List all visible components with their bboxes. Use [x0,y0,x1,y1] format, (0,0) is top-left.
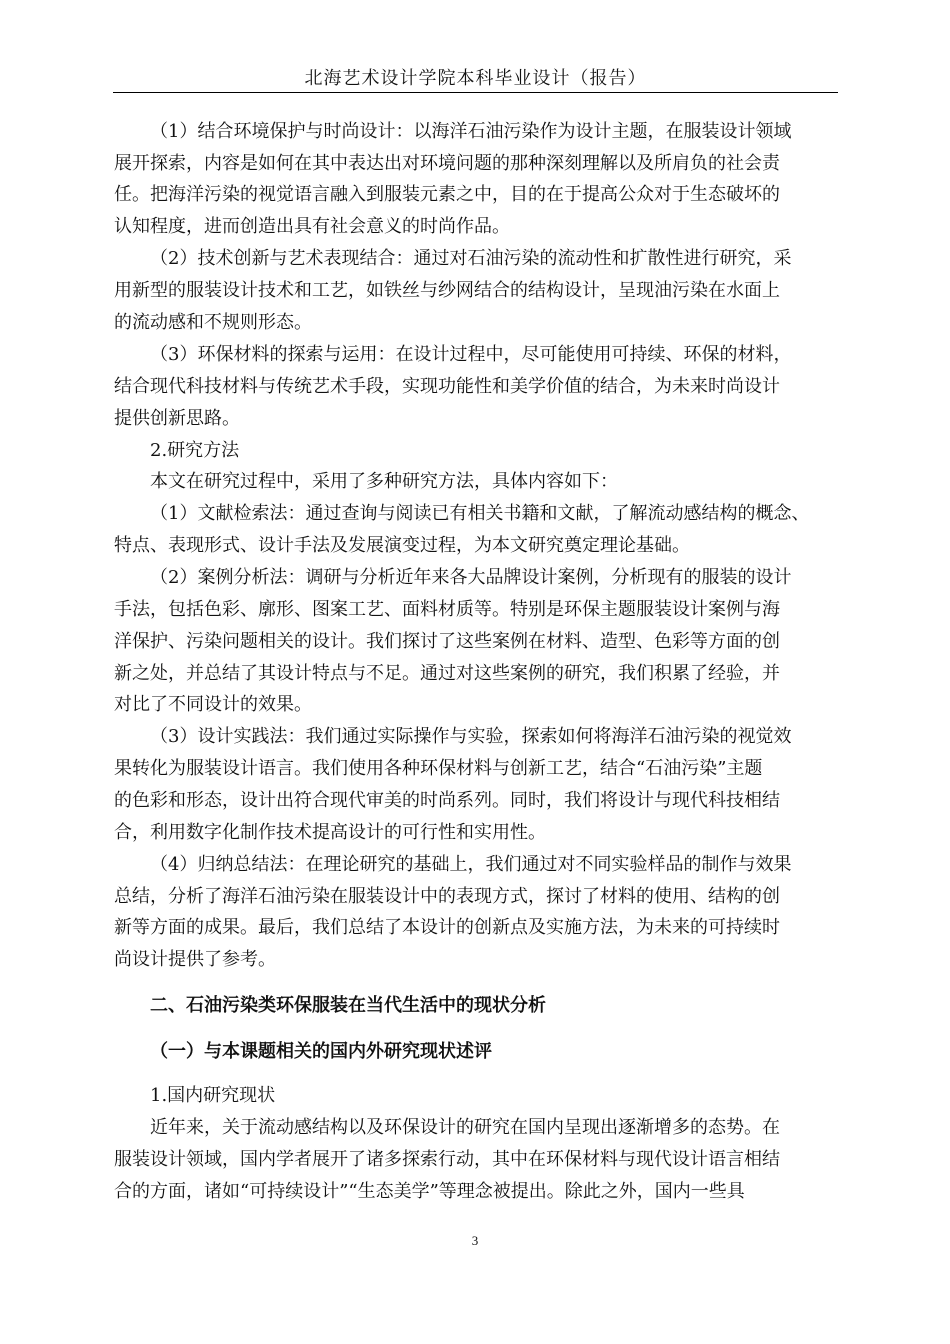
text-line: 本文在研究过程中，采用了多种研究方法，具体内容如下： [150,471,618,492]
text-line: 的色彩和形态，设计出符合现代审美的时尚系列。同时，我们将设计与现代科技相结 [114,790,780,811]
text-line: 结合现代科技材料与传统艺术手段，实现功能性和美学价值的结合，为未来时尚设计 [114,376,780,397]
text-line: （3）设计实践法：我们通过实际操作与实验，探索如何将海洋石油污染的视觉效 [150,726,792,747]
subsection-heading: 2.研究方法 [150,440,240,461]
text-line: 特点、表现形式、设计手法及发展演变过程，为本文研究奠定理论基础。 [114,535,690,556]
text-line: 总结，分析了海洋石油污染在服装设计中的表现方式，探讨了材料的使用、结构的创 [114,886,780,907]
header-rule [113,92,838,93]
text-line: 新等方面的成果。最后，我们总结了本设计的创新点及实施方法，为未来的可持续时 [114,917,780,938]
section-heading: 二、石油污染类环保服装在当代生活中的现状分析 [150,995,546,1016]
text-line: （1）结合环境保护与时尚设计：以海洋石油污染作为设计主题，在服装设计领域 [150,121,792,142]
text-line: （2）技术创新与艺术表现结合：通过对石油污染的流动性和扩散性进行研究，采 [150,248,792,269]
section-heading: （一）与本课题相关的国内外研究现状述评 [150,1041,492,1062]
text-line: 尚设计提供了参考。 [114,949,276,970]
text-line: 展开探索，内容是如何在其中表达出对环境问题的那种深刻理解以及所肩负的社会责 [114,153,780,174]
text-line: 的流动感和不规则形态。 [114,312,312,333]
text-line: （1）文献检索法：通过查询与阅读已有相关书籍和文献，了解流动感结构的概念、 [150,503,810,524]
text-line: 认知程度，进而创造出具有社会意义的时尚作品。 [114,216,510,237]
text-line: 用新型的服装设计技术和工艺，如铁丝与纱网结合的结构设计，呈现油污染在水面上 [114,280,780,301]
text-line: 任。把海洋污染的视觉语言融入到服装元素之中，目的在于提高公众对于生态破坏的 [114,184,780,205]
page-number: 3 [471,1233,479,1248]
text-line: 合，利用数字化制作技术提高设计的可行性和实用性。 [114,822,546,843]
text-line: 果转化为服装设计语言。我们使用各种环保材料与创新工艺，结合“石油污染”主题 [114,758,763,779]
text-line: （4）归纳总结法：在理论研究的基础上，我们通过对不同实验样品的制作与效果 [150,854,792,875]
text-line: 合的方面，诸如“可持续设计”“生态美学”等理念被提出。除此之外，国内一些具 [114,1181,745,1202]
text-line: 洋保护、污染问题相关的设计。我们探讨了这些案例在材料、造型、色彩等方面的创 [114,631,780,652]
text-line: 提供创新思路。 [114,408,240,429]
text-line: （3）环保材料的探索与运用：在设计过程中，尽可能使用可持续、环保的材料， [150,344,792,365]
running-header: 北海艺术设计学院本科毕业设计（报告） [304,68,647,89]
text-line: 近年来，关于流动感结构以及环保设计的研究在国内呈现出逐渐增多的态势。在 [150,1117,780,1138]
subsection-heading: 1.国内研究现状 [150,1085,276,1106]
text-line: （2）案例分析法：调研与分析近年来各大品牌设计案例，分析现有的服装的设计 [150,567,792,588]
text-line: 手法，包括色彩、廓形、图案工艺、面料材质等。特别是环保主题服装设计案例与海 [114,599,780,620]
text-line: 对比了不同设计的效果。 [114,694,312,715]
text-line: 服装设计领域，国内学者展开了诸多探索行动，其中在环保材料与现代设计语言相结 [114,1149,780,1170]
text-line: 新之处，并总结了其设计特点与不足。通过对这些案例的研究，我们积累了经验，并 [114,663,780,684]
